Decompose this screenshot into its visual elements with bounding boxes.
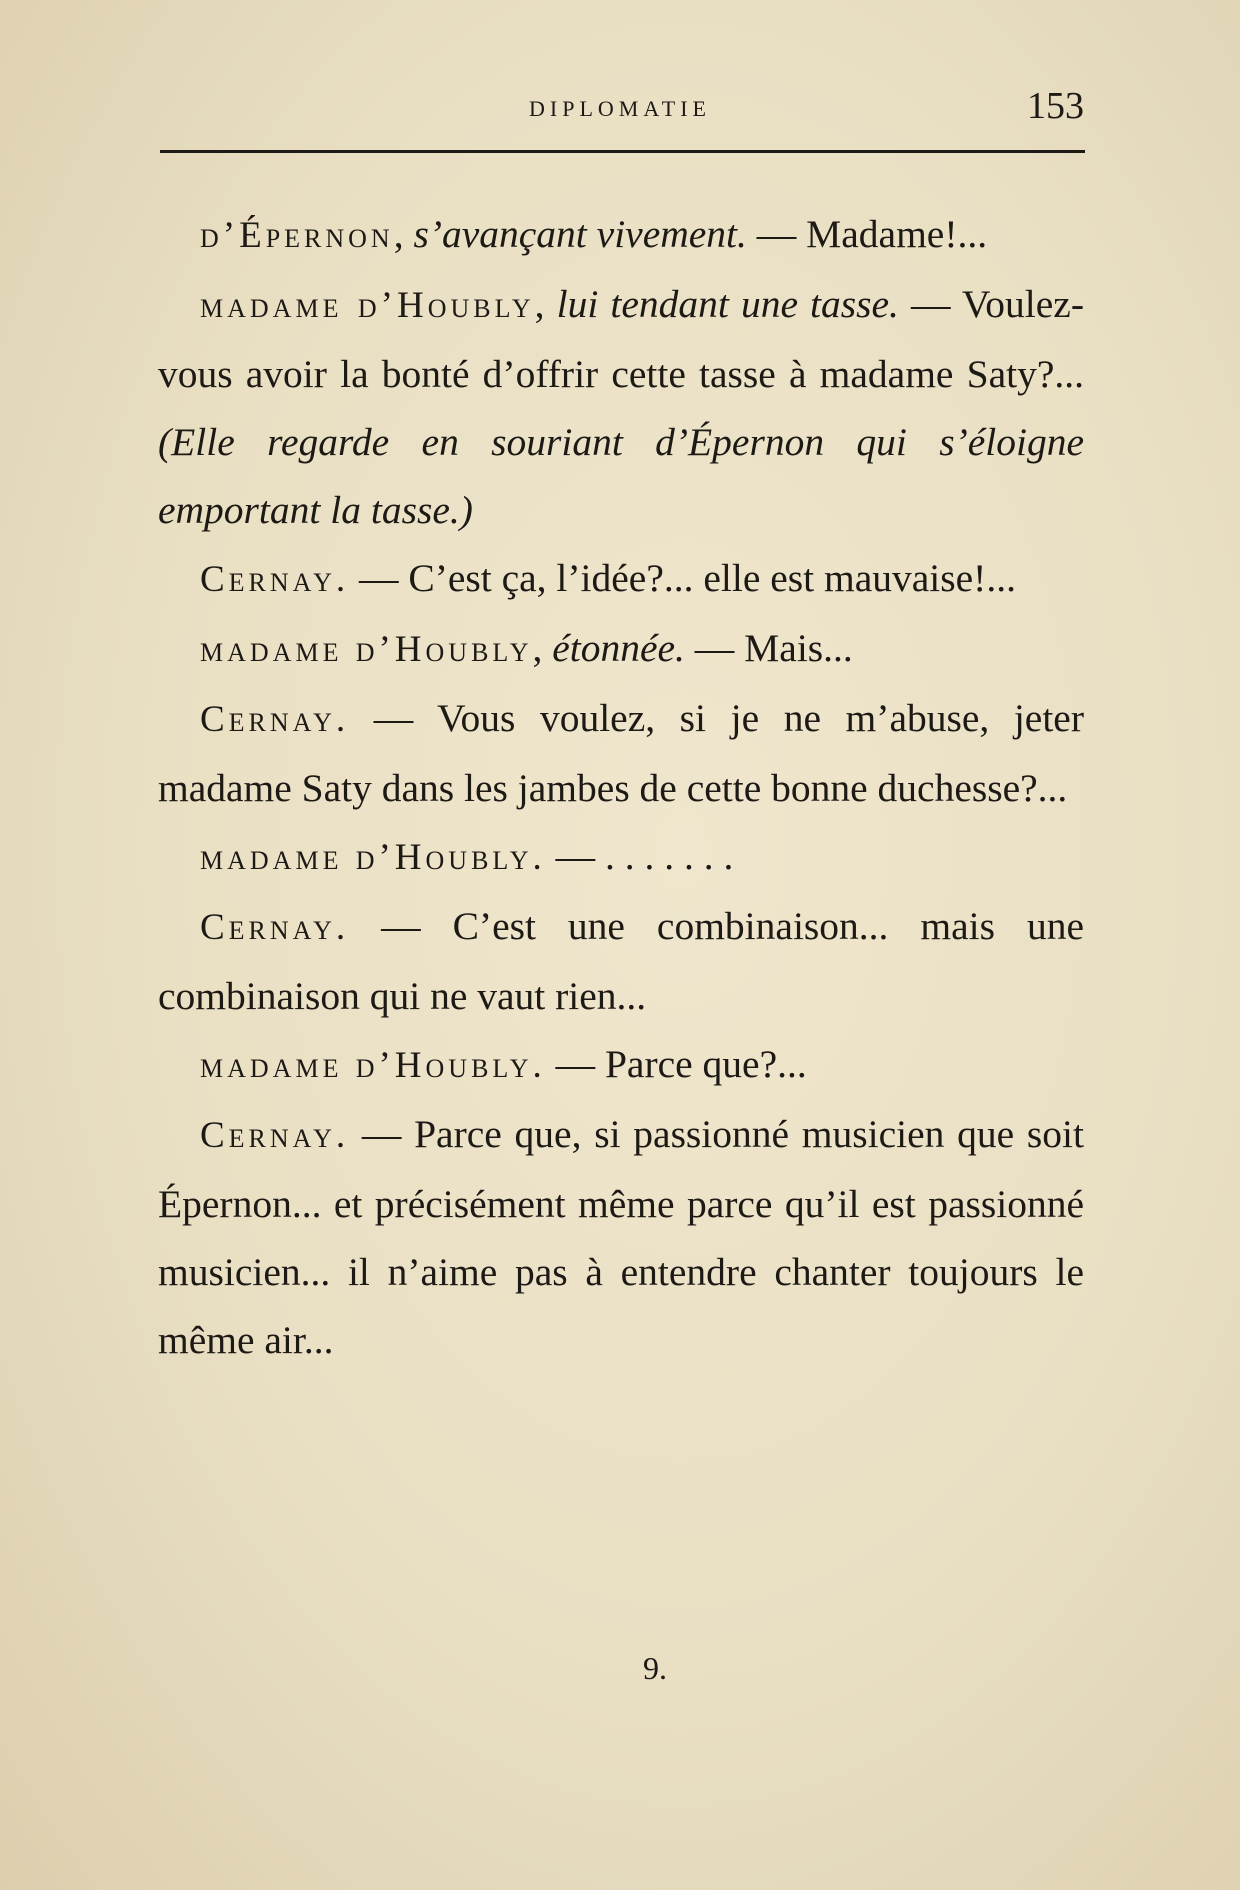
speech-text: — C’est une combinaison... mais une combinaison qui ne vaut rien... bbox=[158, 904, 1084, 1018]
running-head bbox=[0, 84, 1240, 127]
header-rule bbox=[160, 150, 1085, 153]
speaker-name: Cernay. bbox=[200, 1115, 350, 1156]
page-number: 153 bbox=[1027, 85, 1084, 127]
running-title: DIPLOMATIE bbox=[529, 96, 711, 121]
speaker-name: Cernay. bbox=[200, 907, 350, 948]
speech-cernay-4 bbox=[158, 1100, 1084, 1374]
speech-text: — Vous voulez, si je ne m’abuse, jeter madame Saty dans les jambes de cette bonne duchesse?... bbox=[158, 696, 1084, 810]
speaker-name: d’Épernon bbox=[200, 215, 394, 256]
speech-cernay-2 bbox=[158, 684, 1084, 822]
stage-direction-after: (Elle regarde en souriant d’Épernon qui s’éloigne emportant la tasse.) bbox=[158, 420, 1084, 532]
speech-text: — Parce que, si passionné musicien que soit Épernon... et précisément même parce qu’il est passionné musicien... il n’aime pas à entendre chanter toujours le même air... bbox=[158, 1112, 1084, 1362]
speech-madame-houbly-4 bbox=[158, 1030, 1084, 1100]
speech-text: — Madame!... bbox=[746, 212, 988, 256]
speech-cernay-3 bbox=[158, 892, 1084, 1030]
speaker-name: madame d’Houbly. bbox=[200, 1045, 546, 1086]
signature-mark: 9. bbox=[643, 1650, 667, 1686]
speech-text: — Mais... bbox=[684, 626, 853, 670]
speech-epernon: d’Épernon, s’avançant vivement. — Madame!... bbox=[200, 212, 988, 256]
speech-text: — Parce que?... bbox=[545, 1042, 807, 1086]
speech-cernay-1 bbox=[158, 544, 1084, 614]
speech-madame-houbly-1: madame d’Houbly, lui tendant une tasse. — Voulez-vous avoir la bonté d’offrir cette tasse à madame Saty?... (Elle regarde en souriant d’Épernon qui s’éloigne emportant la tasse.) bbox=[158, 282, 1084, 532]
speech-text: — . . . . . . . bbox=[545, 834, 734, 878]
speaker-name: madame d’Houbly. bbox=[200, 837, 546, 878]
dialogue-text bbox=[158, 200, 1084, 1374]
speaker-name: Cernay. bbox=[200, 559, 350, 600]
speech-text: — Voulez-vous avoir la bonté d’offrir cette tasse à madame Saty?... bbox=[158, 282, 1084, 396]
speaker-name: madame d’Houbly bbox=[200, 285, 535, 326]
speech-madame-houbly-3 bbox=[158, 822, 1084, 892]
speech-text: — C’est ça, l’idée?... elle est mauvaise!... bbox=[349, 556, 1016, 600]
speech-madame-houbly-2: madame d’Houbly, étonnée. — Mais... bbox=[200, 626, 853, 670]
speaker-name: Cernay. bbox=[200, 699, 350, 740]
stage-direction: s’avançant vivement. bbox=[413, 212, 747, 256]
speaker-name: madame d’Houbly bbox=[200, 629, 533, 670]
stage-direction: étonnée. bbox=[552, 626, 685, 670]
stage-direction: lui tendant une tasse. bbox=[556, 282, 899, 326]
